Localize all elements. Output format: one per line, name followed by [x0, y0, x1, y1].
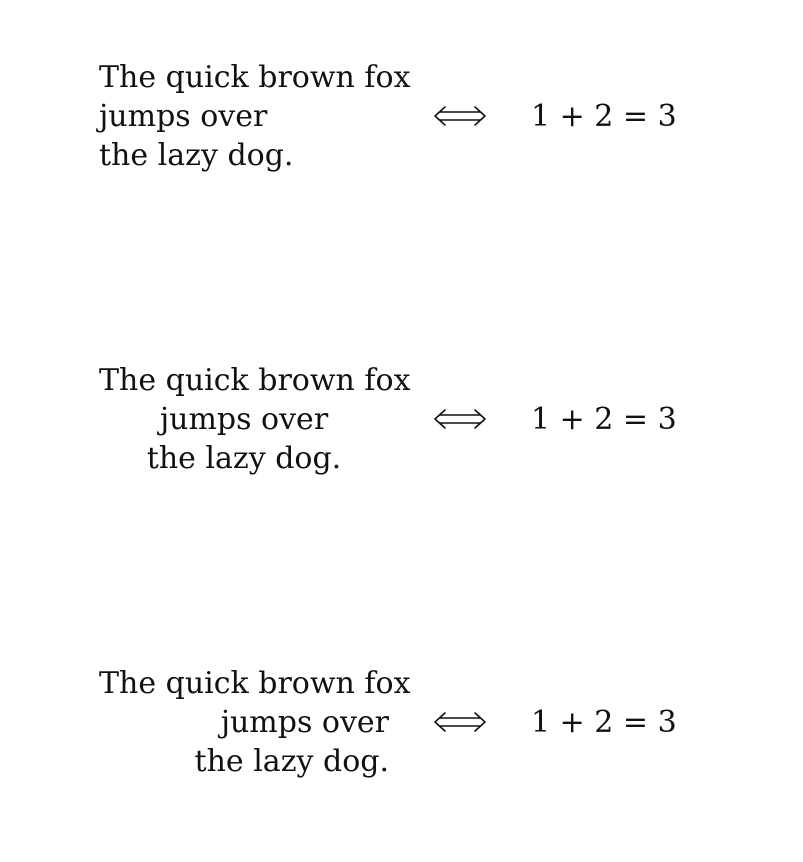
equation: 1 + 2 = 3	[531, 705, 677, 740]
text-line: The quick brown fox	[99, 363, 411, 398]
text-line: the lazy dog.	[99, 138, 294, 173]
text-column	[99, 361, 411, 478]
equation: 1 + 2 = 3	[531, 99, 677, 134]
text-column	[99, 58, 411, 175]
iff-arrow-icon	[431, 408, 489, 430]
text-line: the lazy dog.	[194, 744, 389, 779]
equivalence-block-left	[0, 58, 803, 198]
text-line: the lazy dog.	[146, 441, 342, 476]
text-line: The quick brown fox	[99, 666, 411, 701]
text-column	[99, 664, 411, 781]
text-line: jumps over	[99, 99, 268, 134]
equivalence-block-center	[0, 361, 803, 501]
equivalence-block-right	[0, 664, 803, 804]
iff-arrow-icon	[431, 711, 489, 733]
text-line: jumps over	[220, 705, 389, 740]
equation: 1 + 2 = 3	[531, 402, 677, 437]
iff-arrow-icon	[431, 105, 489, 127]
text-line: The quick brown fox	[99, 60, 411, 95]
text-line: jumps over	[159, 402, 329, 437]
